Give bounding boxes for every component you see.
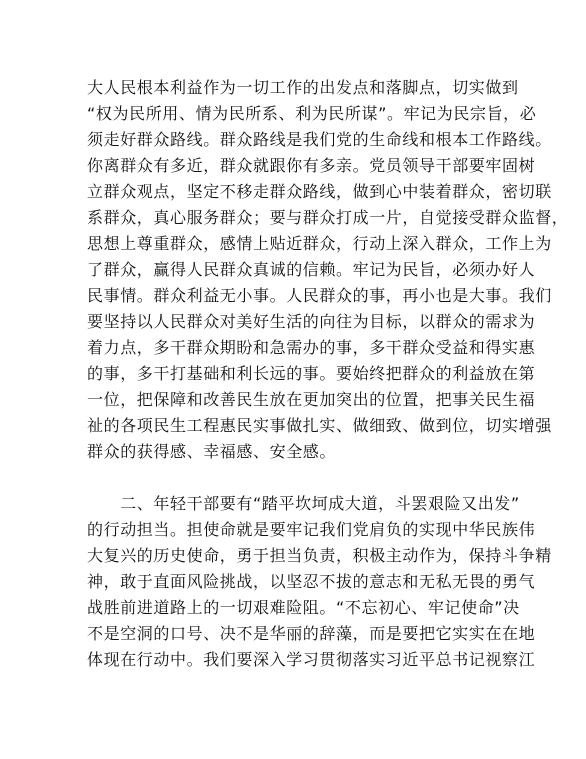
- text-line: 你离群众有多近，群众就跟你有多亲。党员领导干部要牢固树: [87, 156, 536, 175]
- text-line: 战胜前进道路上的一切艰难险阻。“不忘初心、牢记使命”决: [87, 598, 520, 617]
- text-line: “权为民所用、情为民所系、利为民所谋”。牢记为民宗旨，必: [87, 104, 537, 123]
- text-line: 的事，多干打基础和利长远的事。要始终把群众的利益放在第: [87, 364, 536, 383]
- text-line: 一位，把保障和改善民生放在更加突出的位置，把事关民生福: [87, 390, 536, 409]
- paragraph-spacer: [87, 465, 507, 491]
- text-line: 体现在行动中。我们要深入学习贯彻落实习近平总书记视察江: [87, 650, 536, 669]
- text-line: 立群众观点，坚定不移走群众路线，做到心中装着群众，密切联: [87, 182, 552, 201]
- document-body: [87, 75, 569, 673]
- text-line: 祉的各项民生工程惠民实事做扎实、做细致、做到位，切实增强: [87, 416, 552, 435]
- text-line: 了群众，赢得人民群众真诚的信赖。牢记为民旨，必须办好人: [87, 260, 536, 279]
- text-line: 须走好群众路线。群众路线是我们党的生命线和根本工作路线。: [87, 130, 552, 149]
- text-line: 群众的获得感、幸福感、安全感。: [87, 442, 337, 461]
- text-line: 二、年轻干部要有“踏平坎坷成大道，斗罢艰险又出发”: [87, 494, 520, 513]
- text-line: 要坚持以人民群众对美好生活的向往为目标，以群众的需求为: [87, 312, 536, 331]
- paragraph-2: [87, 491, 552, 673]
- text-line: 民事情。群众利益无小事。人民群众的事，再小也是大事。我们: [87, 286, 552, 305]
- text-line: 着力点，多干群众期盼和急需办的事，多干群众受益和得实惠: [87, 338, 536, 357]
- text-line: 神，敢于直面风险挑战，以坚忍不拔的意志和无私无畏的勇气: [87, 572, 536, 591]
- paragraph-1: [87, 75, 569, 465]
- text-line: 思想上尊重群众，感情上贴近群众，行动上深入群众，工作上为: [87, 234, 552, 253]
- text-line: 的行动担当。担使命就是要牢记我们党肩负的实现中华民族伟: [87, 520, 536, 539]
- text-line: 不是空洞的口号、决不是华丽的辞藻，而是要把它实实在在地: [87, 624, 536, 643]
- text-line: 大人民根本利益作为一切工作的出发点和落脚点，切实做到: [87, 78, 519, 97]
- text-line: 大复兴的历史使命，勇于担当负责，积极主动作为，保持斗争精: [87, 546, 552, 565]
- text-line: 系群众，真心服务群众；要与群众打成一片，自觉接受群众监督，: [87, 208, 569, 227]
